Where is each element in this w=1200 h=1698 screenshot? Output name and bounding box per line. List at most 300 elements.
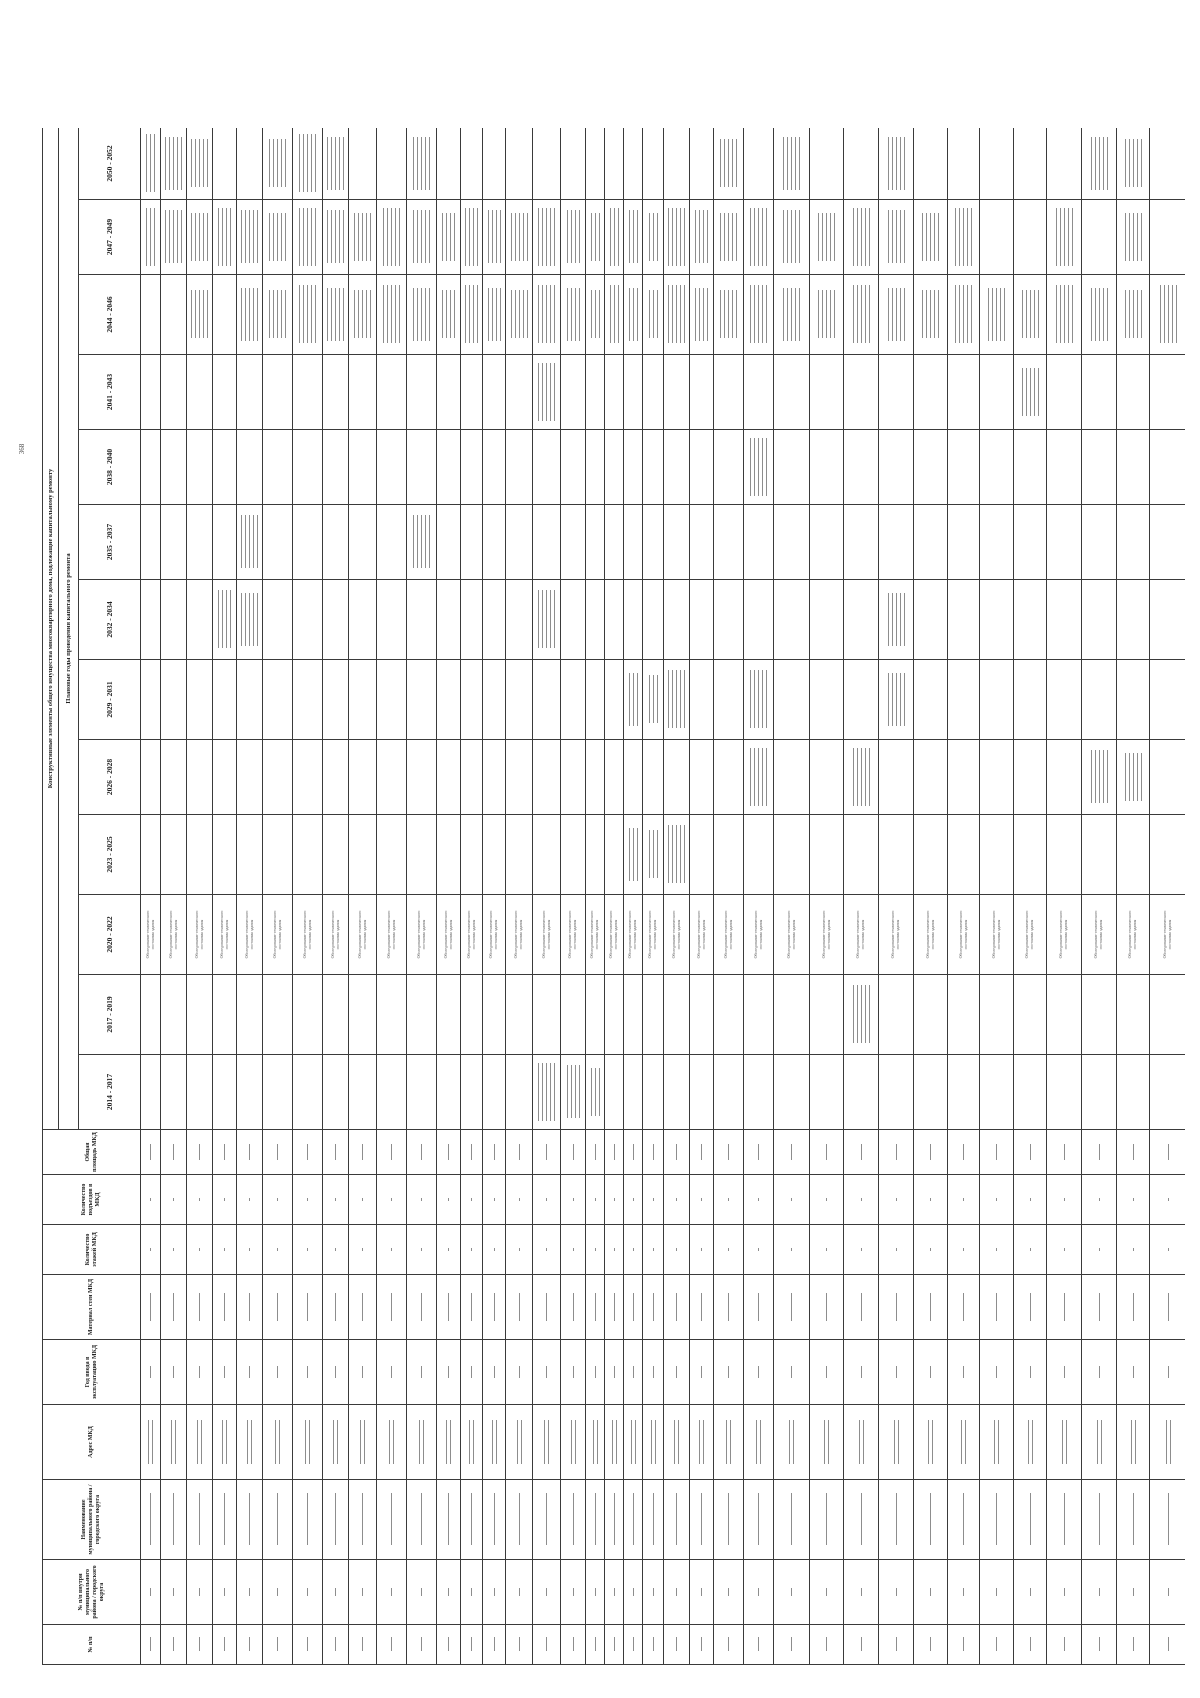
table-cell [664,1275,690,1340]
table-cell [1047,128,1082,200]
table-cell [437,1405,461,1480]
illegible-text [327,211,344,264]
table-cell [213,1340,237,1405]
table-cell [323,1560,349,1625]
illegible-text [199,1588,200,1596]
table-cell [690,505,714,580]
illegible-text [1125,213,1142,261]
table-cell [1082,200,1117,275]
table-cell [774,1340,810,1405]
illegible-text [676,1248,677,1251]
table-cell [1014,1405,1047,1480]
table-cell [377,580,407,660]
table-cell [1014,1340,1047,1405]
page-number: 368 [18,443,26,455]
illegible-text [199,1366,200,1378]
table-cell [187,1405,213,1480]
table-cell [1014,128,1047,200]
table-cell [643,1225,664,1275]
table-cell [349,975,377,1055]
illegible-text [471,1198,472,1201]
table-cell [237,1130,263,1175]
table-cell [293,1225,323,1275]
table-cell [744,1175,774,1225]
table-cell [293,128,323,200]
table-cell [1082,1340,1117,1405]
illegible-text [1168,1248,1169,1251]
table-cell [437,1560,461,1625]
illegible-text [653,1494,654,1546]
period-header: 2038 - 2040 [79,430,141,505]
illegible-text [1125,753,1142,801]
table-cell [1047,1055,1082,1130]
table-cell [377,1175,407,1225]
table-cell [714,815,744,895]
illegible-text [442,291,455,339]
illegible-text [413,288,430,341]
table-cell [980,200,1014,275]
table-cell [1047,975,1082,1055]
illegible-text [391,1638,392,1652]
cell-text: Обследование технического состояния здания [1058,910,1068,959]
table-cell [810,1130,844,1175]
illegible-text [191,140,208,188]
illegible-text [218,208,231,266]
table-cell [844,975,879,1055]
illegible-text [494,1144,495,1160]
period-header: 2014 - 2017 [79,1055,141,1130]
table-cell [810,1340,844,1405]
illegible-text [546,1198,547,1201]
illegible-text [249,1198,250,1201]
table-cell [948,1275,980,1340]
illegible-text [963,1144,964,1160]
table-cell [1082,1175,1117,1225]
table-cell [533,1225,561,1275]
illegible-text [419,1420,424,1464]
table-cell [879,580,914,660]
table-cell [323,275,349,355]
table-cell [323,660,349,740]
table-cell [293,1340,323,1405]
table-cell [533,815,561,895]
illegible-text [896,1366,897,1378]
col-header-num-in-district: № п/п внутри муниципального района / городского округа [43,1560,141,1625]
table-cell [561,430,586,505]
illegible-text [1064,1494,1065,1546]
illegible-text [728,1198,729,1201]
table-cell [774,975,810,1055]
table-cell [407,815,437,895]
illegible-text [421,1198,422,1201]
table-cell [323,815,349,895]
cell-text: Обследование технического состояния здания [890,910,900,959]
table-cell [664,1405,690,1480]
table-cell [483,1625,506,1665]
table-cell [844,660,879,740]
table-cell [141,1340,161,1405]
table-cell [714,1225,744,1275]
table-cell [1014,1480,1047,1560]
table-cell [980,1560,1014,1625]
illegible-text [1097,1420,1102,1464]
illegible-text [546,1638,547,1652]
table-cell [187,975,213,1055]
table-cell [624,815,643,895]
table-cell [533,1275,561,1340]
illegible-text [421,1293,422,1321]
table-cell [1117,1560,1150,1625]
table-cell [293,200,323,275]
illegible-text [421,1144,422,1160]
illegible-text [538,363,555,421]
table-cell [1117,740,1150,815]
table-cell [237,275,263,355]
illegible-text [362,1248,363,1251]
table-cell [161,1055,187,1130]
illegible-text [996,1293,997,1321]
table-cell [407,1225,437,1275]
table-cell [879,128,914,200]
table-cell [187,895,213,975]
illegible-text [826,1293,827,1321]
table-cell [293,355,323,430]
table-cell [948,505,980,580]
illegible-text [494,1293,495,1321]
illegible-text [1133,1293,1134,1321]
cell-text: Обследование технического состояния здания [957,910,968,959]
table-cell [323,1340,349,1405]
table-cell [213,128,237,200]
table-cell [323,355,349,430]
table-cell [293,505,323,580]
illegible-text [1125,291,1142,339]
illegible-text [1168,1588,1169,1596]
col-header-floors: Количество этажей МКД [43,1225,141,1275]
table-cell [624,1560,643,1625]
table-cell [774,660,810,740]
table-cell [624,1175,643,1225]
table-cell [605,815,624,895]
table-cell [187,355,213,430]
table-cell [624,128,643,200]
table-cell [690,128,714,200]
illegible-text [791,1144,792,1160]
period-header: 2020 - 2022 [79,895,141,975]
table-cell [263,505,293,580]
illegible-text [494,1366,495,1378]
table-row [914,128,948,1665]
illegible-text [1064,1293,1065,1321]
illegible-text [629,828,638,881]
table-cell [237,1225,263,1275]
table-cell [744,660,774,740]
illegible-text [1028,1420,1033,1464]
table-cell [980,1275,1014,1340]
illegible-text [249,1366,250,1378]
illegible-text [471,1293,472,1321]
table-cell [810,1625,844,1665]
cell-text: Обследование технического состояния здания [752,910,763,959]
period-header: 2041 - 2043 [79,355,141,430]
illegible-text [333,1420,338,1464]
table-cell [483,1055,506,1130]
table-cell [1047,1340,1082,1405]
table-row [437,128,461,1665]
table-cell [744,355,774,430]
illegible-text [649,676,658,724]
illegible-text [448,1293,449,1321]
table-cell [349,815,377,895]
table-cell [187,1130,213,1175]
table-cell [437,200,461,275]
table-cell [1150,580,1186,660]
illegible-text [446,1420,451,1464]
table-cell [533,1055,561,1130]
table-cell [810,1055,844,1130]
illegible-text [335,1198,336,1201]
illegible-text [519,1494,520,1546]
table-cell [744,1340,774,1405]
illegible-text [1056,286,1073,344]
table-cell [533,1175,561,1225]
table-cell [506,1560,533,1625]
illegible-text [653,1366,654,1378]
table-cell [844,815,879,895]
table-cell [561,1225,586,1275]
table-cell [586,355,605,430]
table-cell [437,430,461,505]
table-cell [161,1560,187,1625]
table-cell [1150,1175,1186,1225]
illegible-text [614,1144,615,1160]
table-cell [643,1340,664,1405]
table-cell [690,200,714,275]
illegible-text [750,748,767,806]
table-cell [879,660,914,740]
table-cell [161,1405,187,1480]
table-cell [1150,895,1186,975]
illegible-text [1030,1144,1031,1160]
table-cell [664,1055,690,1130]
illegible-text [728,1638,729,1652]
illegible-text [199,1494,200,1546]
table-cell [349,505,377,580]
table-cell [461,275,483,355]
table-cell [187,1055,213,1130]
table-cell [586,128,605,200]
table-row [605,128,624,1665]
table-cell [643,975,664,1055]
table-cell [810,895,844,975]
illegible-text [249,1494,250,1546]
cell-text: Обследование технического состояния здания [567,910,577,959]
table-cell [483,740,506,815]
table-cell [1047,1175,1082,1225]
table-cell [605,1405,624,1480]
table-cell [293,740,323,815]
table-cell [643,1480,664,1560]
table-cell [533,430,561,505]
table-cell [1014,1175,1047,1225]
table-cell [1082,430,1117,505]
table-cell [1117,580,1150,660]
table-cell [237,200,263,275]
table-cell [213,275,237,355]
table-cell [1082,275,1117,355]
illegible-text [150,1144,151,1160]
table-cell [1014,430,1047,505]
cell-text: Обследование технического состояния здания [647,910,657,959]
table-cell [407,1340,437,1405]
table-cell [714,1175,744,1225]
illegible-text [413,516,430,569]
illegible-text [199,1144,200,1160]
table-cell [506,740,533,815]
table-cell [690,1560,714,1625]
illegible-text [653,1638,654,1652]
table-cell [643,1560,664,1625]
table-cell [213,505,237,580]
table-cell [1150,1275,1186,1340]
illegible-text [930,1494,931,1546]
illegible-text [224,1293,225,1321]
table-cell [914,505,948,580]
table-cell [437,815,461,895]
table-cell [237,660,263,740]
table-cell [1150,355,1186,430]
table-cell [774,1560,810,1625]
table-cell [1117,505,1150,580]
illegible-text [783,288,800,341]
table-cell [1117,200,1150,275]
table-cell [377,1275,407,1340]
table-cell [948,1130,980,1175]
table-cell [349,1340,377,1405]
table-cell [844,1275,879,1340]
illegible-text [676,1638,677,1652]
table-cell [774,275,810,355]
table-cell [187,815,213,895]
illegible-text [728,1494,729,1546]
illegible-text [146,208,155,266]
table-cell [914,1340,948,1405]
table-cell [1082,1130,1117,1175]
illegible-text [633,1638,634,1652]
illegible-text [861,1198,862,1201]
illegible-text [517,1420,522,1464]
table-row [774,128,810,1665]
table-cell [605,505,624,580]
illegible-text [442,213,455,261]
table-cell [643,895,664,975]
illegible-text [888,673,905,726]
illegible-text [413,211,430,264]
table-cell [1082,660,1117,740]
table-cell [664,580,690,660]
table-cell [1014,815,1047,895]
table-cell [161,815,187,895]
table-cell [561,1340,586,1405]
table-cell [141,128,161,200]
illegible-text [591,213,600,261]
table-cell [643,355,664,430]
table-cell [461,505,483,580]
table-row [461,128,483,1665]
illegible-text [649,831,658,879]
table-cell [323,1275,349,1340]
table-cell [664,275,690,355]
table-cell [407,660,437,740]
table-cell [533,1405,561,1480]
illegible-text [826,1198,827,1201]
illegible-text [728,1588,729,1596]
illegible-text [269,213,286,261]
table-cell [714,740,744,815]
table-cell [437,1225,461,1275]
illegible-text [546,1494,547,1546]
illegible-text [888,137,905,190]
cell-text: Обследование технического состояния здания [385,910,396,959]
table-cell [263,128,293,200]
table-cell [561,975,586,1055]
illegible-text [150,1198,151,1201]
table-cell [744,1130,774,1175]
illegible-text [448,1248,449,1251]
illegible-text [701,1198,702,1201]
table-cell [533,975,561,1055]
table-cell [914,430,948,505]
table-cell [533,128,561,200]
table-cell [437,275,461,355]
illegible-text [1160,286,1177,344]
period-header: 2026 - 2028 [79,740,141,815]
illegible-text [861,1366,862,1378]
table-cell [810,1175,844,1225]
illegible-text [199,1638,200,1652]
illegible-text [720,140,737,188]
table-cell [461,128,483,200]
illegible-text [896,1293,897,1321]
table-cell [664,740,690,815]
table-cell [461,1340,483,1405]
illegible-text [546,1293,547,1321]
table-cell [506,895,533,975]
illegible-text [783,137,800,190]
table-cell [1082,580,1117,660]
table-cell [1082,1405,1117,1480]
table-cell [263,1340,293,1405]
table-cell [690,975,714,1055]
table-cell [690,1055,714,1130]
illegible-text [150,1366,151,1378]
table-cell [437,1625,461,1665]
cell-text: Обследование технического состояния здания [670,910,681,959]
illegible-text [567,1066,580,1119]
table-cell [914,275,948,355]
illegible-text [996,1588,997,1596]
table-cell [293,430,323,505]
table-cell [141,815,161,895]
illegible-text [653,1144,654,1160]
table-cell [624,200,643,275]
table-cell [744,275,774,355]
table-cell [377,815,407,895]
illegible-text [653,1588,654,1596]
illegible-text [750,438,767,496]
table-cell [213,580,237,660]
table-cell [263,1480,293,1560]
